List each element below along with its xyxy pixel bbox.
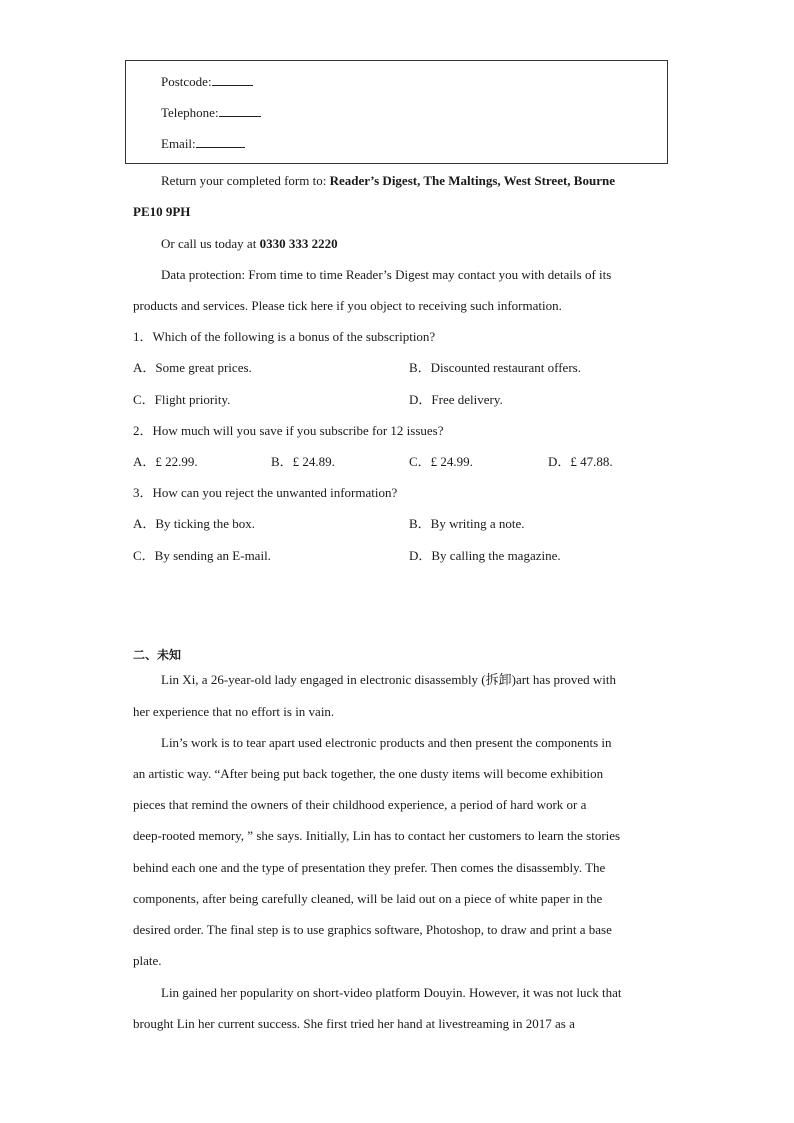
- question-2-option-b[interactable]: B．£ 24.89.: [271, 454, 335, 469]
- passage-p2-line-5: behind each one and the type of presentation they prefer. Then comes the disassembly. The: [133, 860, 606, 875]
- question-3-option-b[interactable]: B．By writing a note.: [409, 516, 525, 531]
- question-3-option-c[interactable]: C．By sending an E-mail.: [133, 548, 271, 563]
- telephone-label: Telephone:: [161, 105, 219, 120]
- email-blank[interactable]: [196, 136, 245, 148]
- call-prefix: Or call us today at: [161, 236, 260, 251]
- passage-p2-line-1: Lin’s work is to tear apart used electronic products and then present the components in: [161, 735, 612, 750]
- data-protection-line-1: Data protection: From time to time Reader’s Digest may contact you with details of its: [161, 267, 612, 282]
- question-1-option-a[interactable]: A．Some great prices.: [133, 360, 252, 375]
- passage-p3-line-2: brought Lin her current success. She first tried her hand at livestreaming in 2017 as a: [133, 1016, 575, 1031]
- passage-p2-line-6: components, after being carefully cleaned, will be laid out on a piece of white paper in the: [133, 891, 603, 906]
- postcode-field[interactable]: [161, 74, 253, 90]
- passage-p2-line-7: desired order. The final step is to use graphics software, Photoshop, to draw and print a base: [133, 922, 612, 937]
- postcode-label: Postcode:: [161, 74, 212, 89]
- call-instruction: [161, 236, 338, 252]
- question-1-stem: 1．Which of the following is a bonus of the subscription?: [133, 329, 436, 344]
- question-1-option-d[interactable]: D．Free delivery.: [409, 392, 503, 407]
- email-label: Email:: [161, 136, 196, 151]
- question-3-option-d[interactable]: D．By calling the magazine.: [409, 548, 561, 563]
- question-1-option-c[interactable]: C．Flight priority.: [133, 392, 231, 407]
- passage-p1-line-1: Lin Xi, a 26-year-old lady engaged in electronic disassembly (拆卸)art has proved with: [161, 672, 616, 687]
- section-heading: 二、未知: [133, 648, 182, 662]
- question-2-option-d[interactable]: D．£ 47.88.: [548, 454, 613, 469]
- passage-p1-line-2: her experience that no effort is in vain.: [133, 704, 335, 719]
- question-2-option-a[interactable]: A．£ 22.99.: [133, 454, 198, 469]
- postcode-blank[interactable]: [212, 74, 253, 86]
- passage-p2-line-3: pieces that remind the owners of their childhood experience, a period of hard work or a: [133, 797, 587, 812]
- data-protection-line-2: products and services. Please tick here if you object to receiving such information.: [133, 298, 562, 313]
- passage-p2-line-8: plate.: [133, 953, 162, 968]
- passage-p2-line-2: an artistic way. “After being put back together, the one dusty items will become exhibition: [133, 766, 604, 781]
- return-instruction: [161, 173, 615, 189]
- phone-number: 0330 333 2220: [259, 236, 338, 251]
- question-2-stem: 2．How much will you save if you subscribe for 12 issues?: [133, 423, 444, 438]
- return-postcode: PE10 9PH: [133, 204, 191, 219]
- passage-p2-line-4: deep-rooted memory, ” she says. Initially, Lin has to contact her customers to learn the stories: [133, 828, 621, 843]
- question-3-option-a[interactable]: A．By ticking the box.: [133, 516, 256, 531]
- email-field[interactable]: [161, 136, 245, 152]
- telephone-blank[interactable]: [219, 105, 261, 117]
- question-2-option-c[interactable]: C．£ 24.99.: [409, 454, 473, 469]
- question-3-stem: 3．How can you reject the unwanted information?: [133, 485, 398, 500]
- question-1-option-b[interactable]: B．Discounted restaurant offers.: [409, 360, 581, 375]
- return-address: Reader’s Digest, The Maltings, West Street, Bourne: [329, 173, 615, 188]
- telephone-field[interactable]: [161, 105, 261, 121]
- passage-p3-line-1: Lin gained her popularity on short-video platform Douyin. However, it was not luck that: [161, 985, 622, 1000]
- return-prefix: Return your completed form to:: [161, 173, 330, 188]
